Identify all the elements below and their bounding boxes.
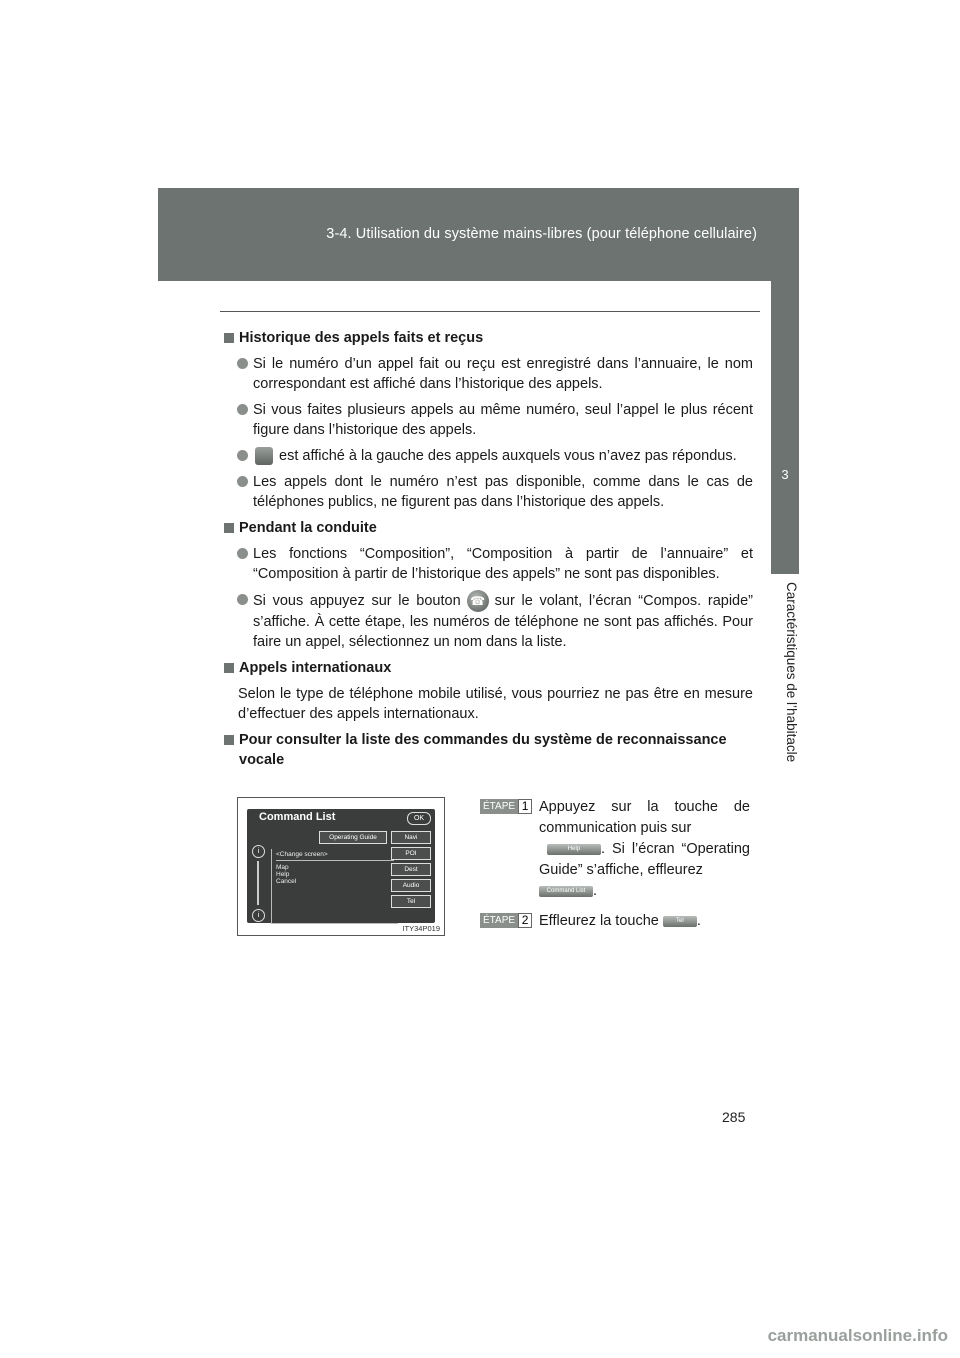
screen-tel-button: Tel: [391, 895, 431, 908]
tel-button-image: Tel: [663, 916, 697, 927]
list-item-text: Les appels dont le numéro n’est pas disponible, comme dans le cas de téléphones publics, ne figurent pas dans l’historique des appels.: [253, 474, 753, 510]
step-1: [480, 797, 750, 902]
main-content: [223, 328, 753, 776]
circle-bullet-icon: [237, 450, 248, 461]
section-title-text: Pour consulter la liste des commandes du système de reconnaissance vocale: [239, 732, 727, 768]
screen-list-item: Cancel: [276, 878, 297, 885]
square-bullet-icon: [224, 333, 234, 343]
screen-ok-button: OK: [407, 812, 431, 825]
circle-bullet-icon: [237, 548, 248, 559]
command-list-button-image: Command List: [539, 886, 593, 897]
list-item-text: sur le volant, l’écran “Compos. rapide” s’affiche. À cette étape, les numéros de téléphone ne sont pas affichés. Pour faire un appel, sélectionnez un nom dans la liste.: [253, 592, 753, 650]
screen-dest-button: Dest: [391, 863, 431, 876]
section-title: [223, 658, 753, 678]
page-number: 285: [722, 1109, 746, 1125]
figure-code: ITY34P019: [402, 924, 440, 933]
circle-bullet-icon: [237, 476, 248, 487]
missed-call-icon: [255, 447, 273, 465]
step-text-part: .: [696, 913, 701, 929]
side-tab-label: [771, 574, 799, 858]
watermark: carmanualsonline.info: [767, 1326, 948, 1345]
section-title-text: Pendant la conduite: [239, 520, 377, 536]
step-badge: [480, 913, 532, 928]
list-item-text: Si le numéro d’un appel fait ou reçu est enregistré dans l’annuaire, le nom correspondant est affiché dans l’historique des appels.: [253, 356, 753, 392]
screen-list-item: Help: [276, 871, 290, 878]
section-title: [223, 518, 753, 538]
screen-poi-button: POI: [391, 847, 431, 860]
side-tab-label-text: Caractéristiques de l’habitacle: [784, 582, 799, 763]
talk-switch-icon: ☎: [467, 590, 489, 612]
step-2: [480, 911, 750, 932]
step-text-part: . Si l’écran “Operating Guide” s’affiche, effleurez: [539, 841, 750, 878]
square-bullet-icon: [224, 735, 234, 745]
section-title-text: Appels internationaux: [239, 660, 392, 676]
steps: [480, 797, 750, 941]
step-text-part: Appuyez sur la touche de communication puis sur: [539, 799, 750, 836]
screen-operating-guide-button: Operating Guide: [319, 831, 387, 844]
screen-display: [247, 809, 435, 923]
command-list-screenshot: [237, 797, 445, 936]
section-title: [223, 730, 753, 770]
step-badge: [480, 799, 532, 814]
screen-list-head: <Change screen>: [276, 851, 394, 861]
step-badge-number: 2: [518, 913, 532, 928]
list-item: [223, 400, 753, 440]
circle-bullet-icon: [237, 358, 248, 369]
square-bullet-icon: [224, 523, 234, 533]
help-button-image: Help: [547, 844, 601, 855]
circle-bullet-icon: [237, 404, 248, 415]
list-item: [223, 590, 753, 652]
top-rule: [220, 311, 760, 312]
screen-command-list: [271, 849, 398, 924]
side-tab-number: [771, 281, 799, 574]
chapter-header: [158, 188, 799, 281]
list-item: [223, 446, 753, 466]
list-item: [223, 472, 753, 512]
scroll-up-icon: i: [252, 845, 265, 858]
scroll-down-icon: i: [252, 909, 265, 922]
step-text-part: .: [593, 883, 598, 899]
list-item-text: Les fonctions “Composition”, “Composition à partir de l’annuaire” et “Composition à partir de l’historique des appels” ne sont pas disponibles.: [253, 546, 753, 582]
step-badge-label: ÉTAPE: [480, 913, 518, 928]
side-tab-number-text: 3: [781, 467, 789, 482]
screen-navi-button: Navi: [391, 831, 431, 844]
step-badge-label: ÉTAPE: [480, 799, 518, 814]
square-bullet-icon: [224, 663, 234, 673]
list-item: [223, 544, 753, 584]
paragraph: Selon le type de téléphone mobile utilisé, vous pourriez ne pas être en mesure d’effectuer des appels internationaux.: [238, 686, 753, 722]
list-item-text: Si vous faites plusieurs appels au même numéro, seul l’appel le plus récent figure dans l’historique des appels.: [253, 402, 753, 438]
screen-scrollbar: [251, 845, 265, 921]
section-title: [223, 328, 753, 348]
circle-bullet-icon: [237, 594, 248, 605]
list-item: [223, 354, 753, 394]
chapter-title: 3-4. Utilisation du système mains-libres (pour téléphone cellulaire): [326, 226, 757, 242]
list-item-text: Si vous appuyez sur le bouton: [253, 592, 461, 609]
scroll-track: [257, 861, 259, 905]
list-item-text: est affiché à la gauche des appels auxquels vous n’avez pas répondus.: [279, 448, 737, 464]
step-badge-number: 1: [518, 799, 532, 814]
section-title-text: Historique des appels faits et reçus: [239, 330, 484, 346]
screen-title: Command List: [259, 811, 336, 823]
screen-list-item: Map: [276, 864, 289, 871]
screen-audio-button: Audio: [391, 879, 431, 892]
step-text: [539, 911, 750, 932]
step-text-part: Effleurez la touche: [539, 913, 659, 929]
step-text: [539, 797, 750, 902]
